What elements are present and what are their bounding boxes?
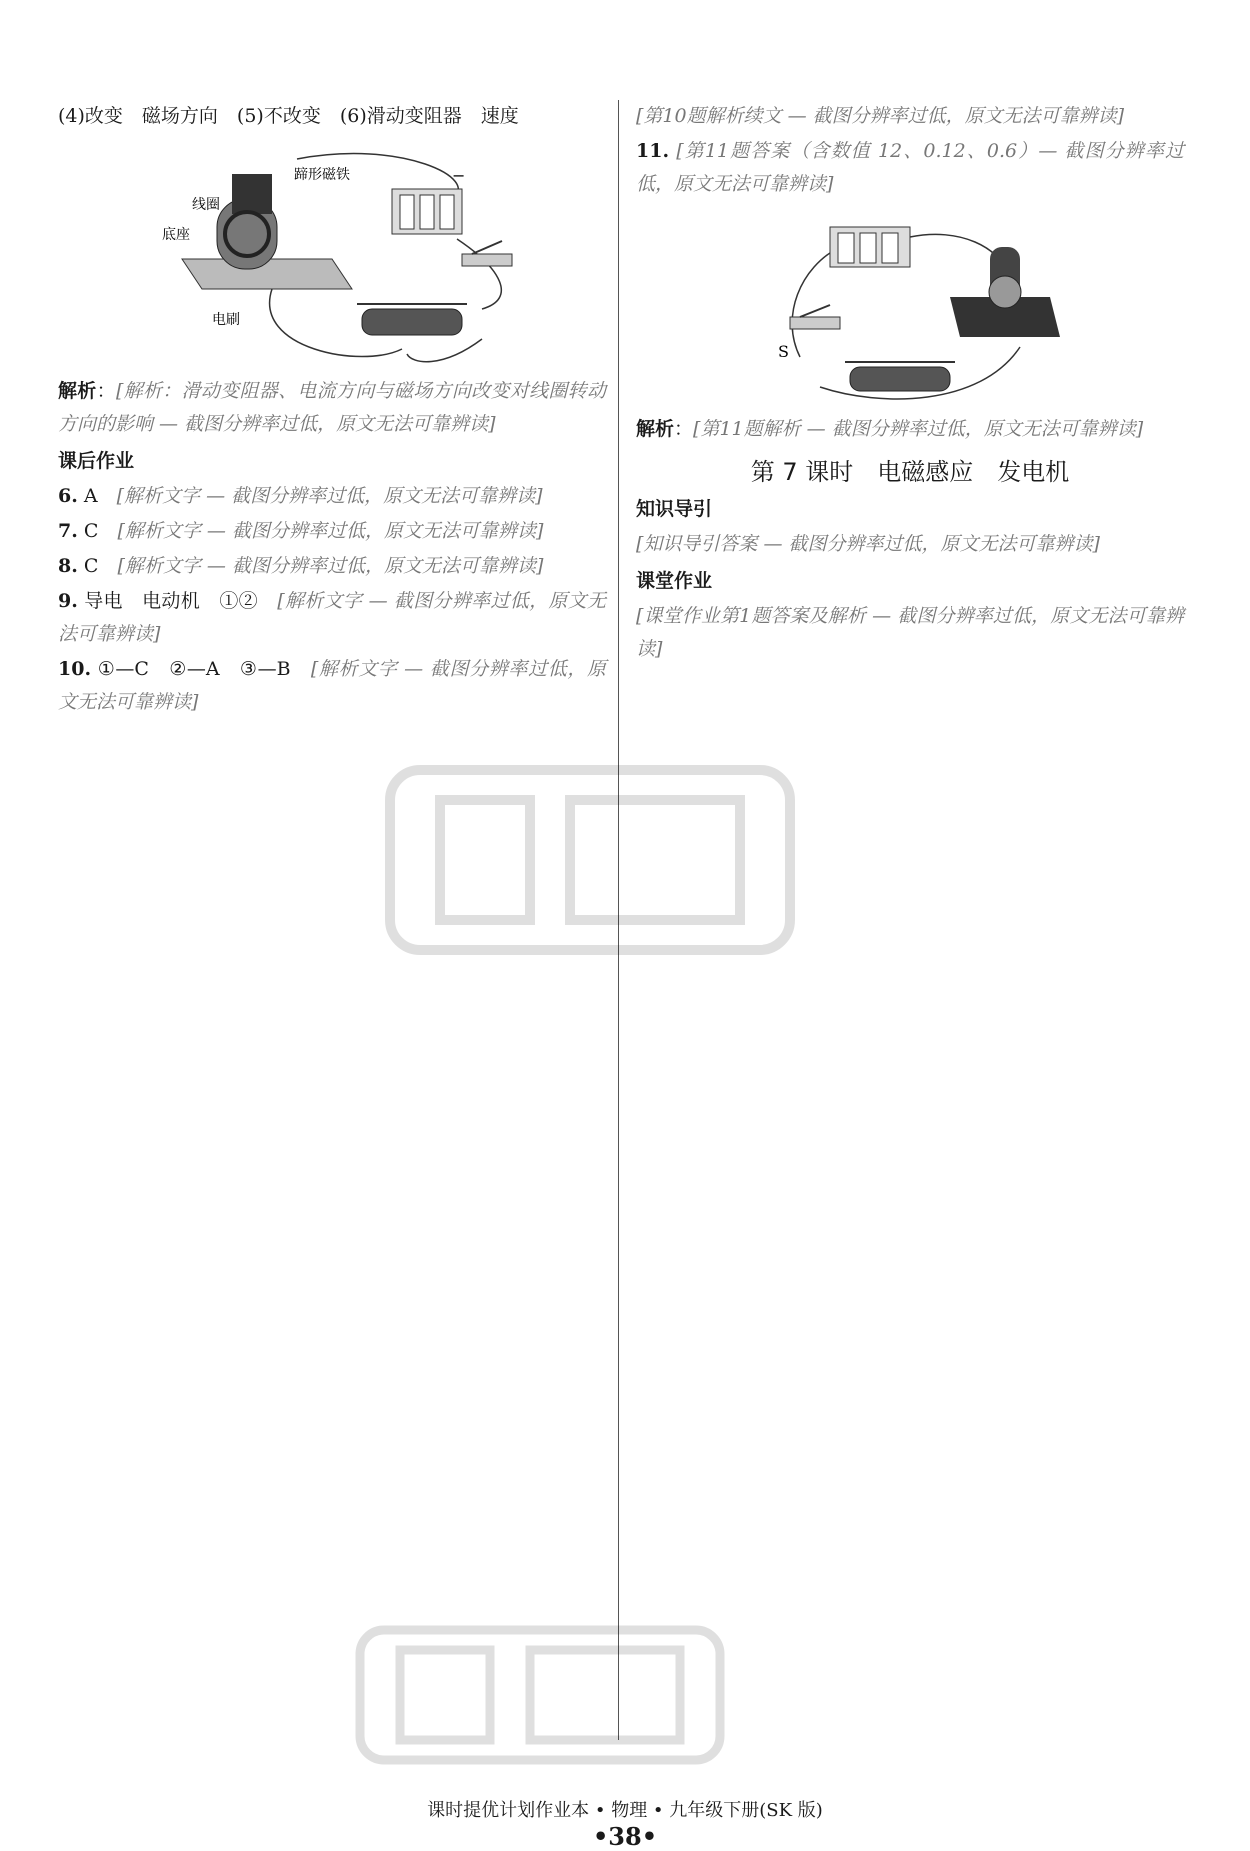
- coil-label: 线圈: [192, 197, 220, 213]
- answer: 导电 电动机 ①②: [84, 590, 258, 612]
- switch-label: S: [778, 342, 789, 361]
- page-number: •38•: [592, 1822, 658, 1851]
- watermark-stamp: [350, 1620, 730, 1770]
- question-11: 11. [第11题答案（含数值 12、0.12、0.6）— 截图分辨率过低，原文无法可靠辨读]: [636, 140, 1184, 195]
- lesson-title: 第 7 课时 电磁感应 发电机: [750, 458, 1070, 486]
- right-column: [636, 100, 1184, 668]
- question-10: 10. ①—C ②—A ③—B [解析文字 — 截图分辨率过低，原文无法可靠辨读]: [58, 658, 606, 713]
- minus-label: −: [452, 166, 466, 185]
- book-series-title: 课时提优计划作业本 • 物理 • 九年级下册(SK 版): [427, 1800, 823, 1821]
- motor-model-circuit-figure: [760, 207, 1060, 407]
- question-8: 8. C [解析文字 — 截图分辨率过低，原文无法可靠辨读]: [58, 555, 544, 577]
- question-9: 9. 导电 电动机 ①② [解析文字 — 截图分辨率过低，原文无法可靠辨读]: [58, 590, 606, 645]
- brush-label: 电刷: [212, 312, 240, 328]
- section-heading: 知识导引: [636, 498, 713, 520]
- question-6: 6. A [解析文字 — 截图分辨率过低，原文无法可靠辨读]: [58, 485, 543, 507]
- analysis-text: [解析：滑动变阻器、电流方向与磁场方向改变对线圈转动方向的影响 — 截图分辨率过低，原文无法可靠辨读]: [58, 380, 606, 435]
- question-1: [课堂作业第1题答案及解析 — 截图分辨率过低，原文无法可靠辨读]: [636, 605, 1184, 660]
- knowledge-answers: [知识导引答案 — 截图分辨率过低，原文无法可靠辨读]: [636, 533, 1100, 555]
- analysis-label: 解析: [58, 380, 97, 402]
- answer: A: [83, 485, 98, 507]
- magnet-label: 蹄形磁铁: [294, 167, 350, 183]
- answer: C: [83, 520, 99, 542]
- left-column: [58, 100, 606, 721]
- watermark-stamp: [380, 760, 800, 960]
- analysis-paragraph: 解析：[第11题解析 — 截图分辨率过低，原文无法可靠辨读]: [636, 418, 1144, 440]
- answer: C: [83, 555, 99, 577]
- column-divider: [618, 100, 619, 1740]
- answer: ①—C ②—A ③—B: [97, 658, 291, 680]
- question-10-continued: [第10题解析续文 — 截图分辨率过低，原文无法可靠辨读]: [636, 105, 1125, 127]
- motor-circuit-figure: [122, 139, 542, 369]
- analysis-paragraph: 解析：[解析：滑动变阻器、电流方向与磁场方向改变对线圈转动方向的影响 — 截图分辨率过低，原文无法可靠辨读]: [58, 380, 606, 435]
- base-label: 底座: [162, 227, 190, 243]
- section-heading: 课堂作业: [636, 570, 713, 592]
- answer-line: (4)改变 磁场方向 (5)不改变 (6)滑动变阻器 速度: [58, 105, 519, 127]
- question-7: 7. C [解析文字 — 截图分辨率过低，原文无法可靠辨读]: [58, 520, 544, 542]
- section-heading: 课后作业: [58, 450, 135, 472]
